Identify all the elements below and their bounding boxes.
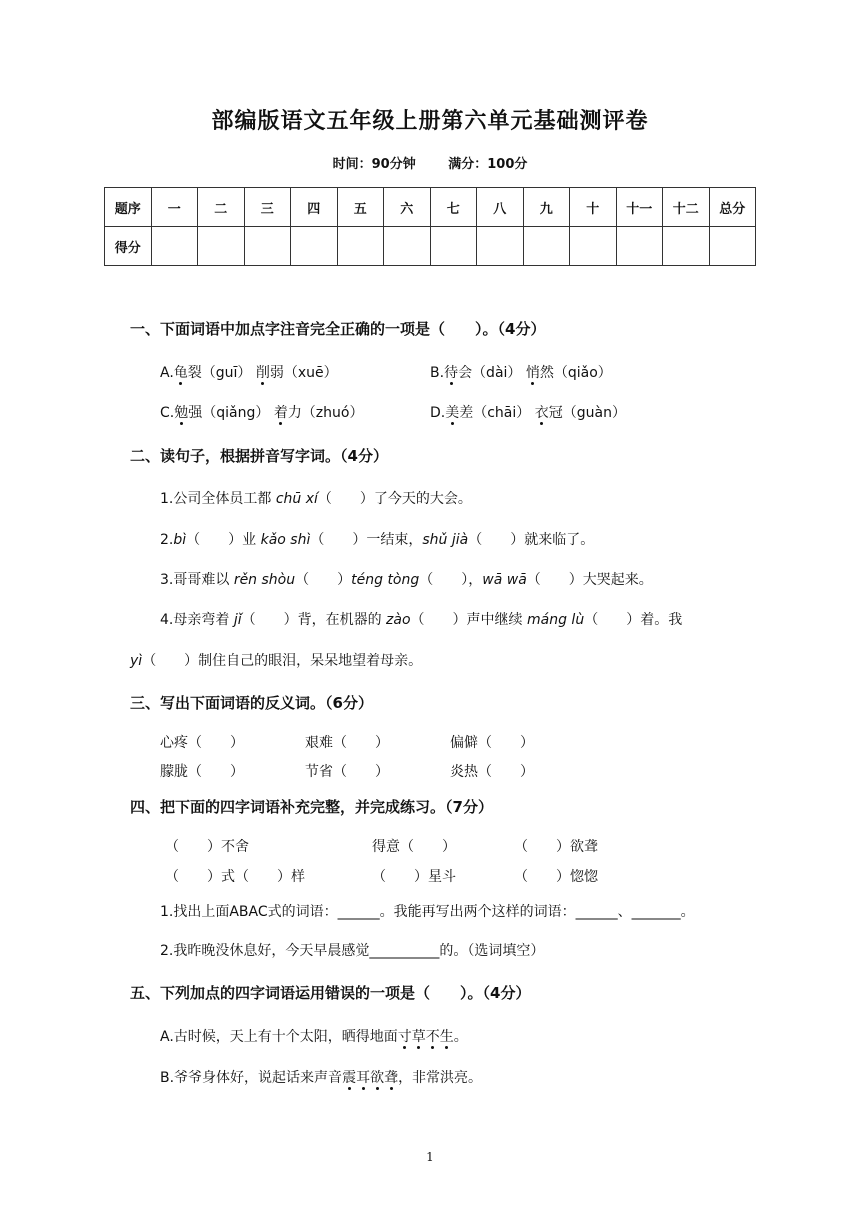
q1-option-b: B.待会（dài） 悄然（qiǎo）: [430, 365, 612, 381]
q4-item: （ ）式（ ）样: [165, 869, 305, 885]
question-2-heading: 二、读句子，根据拼音写字词。（4分）: [130, 447, 388, 465]
emphasis-char: 不: [425, 1029, 440, 1045]
emphasis-char: 震: [342, 1070, 357, 1086]
emphasis-char: 草: [411, 1029, 426, 1045]
q4-item: （ ）不舍: [165, 839, 249, 855]
header-cell: 十: [570, 188, 617, 227]
q3-item: 节省（ ）: [305, 764, 389, 780]
time-limit: 时间：90分钟: [332, 157, 416, 172]
q1-option-a: A.龟裂（guī） 削弱（xuē）: [160, 365, 338, 381]
header-cell: 八: [477, 188, 524, 227]
header-cell: 九: [523, 188, 570, 227]
q3-item: 艰难（ ）: [305, 735, 389, 751]
full-score: 满分：100分: [448, 157, 528, 172]
q1-option-d: D.美差（chāi） 衣冠（guàn）: [430, 405, 626, 421]
header-cell: 二: [198, 188, 245, 227]
page-number: 1: [426, 1150, 434, 1164]
score-cell[interactable]: [616, 227, 663, 266]
header-cell: 一: [151, 188, 198, 227]
score-cell[interactable]: [337, 227, 384, 266]
header-cell: 四: [291, 188, 338, 227]
q2-sentence-4-cont: yì（ ）制住自己的眼泪，呆呆地望着母亲。: [130, 653, 423, 669]
q3-item: 朦胧（ ）: [160, 764, 244, 780]
question-1-heading: 一、下面词语中加点字注音完全正确的一项是（ ）。（4分）: [130, 320, 546, 338]
emphasis-char: 生: [439, 1029, 454, 1045]
score-cell[interactable]: [384, 227, 431, 266]
score-table-header-row: [105, 188, 756, 227]
header-cell: 十二: [663, 188, 710, 227]
score-cell[interactable]: [570, 227, 617, 266]
emphasis-char: 寸: [397, 1029, 412, 1045]
header-cell: 五: [337, 188, 384, 227]
q4-item: （ ）惚惚: [514, 869, 598, 885]
score-cell[interactable]: [198, 227, 245, 266]
score-cell[interactable]: [151, 227, 198, 266]
score-cell[interactable]: [430, 227, 477, 266]
q2-sentence-3: 3.哥哥难以 rěn shòu（ ）téng tòng（ ），wā wā（ ）大哭起来。: [160, 572, 653, 588]
header-cell: 总分: [709, 188, 756, 227]
q2-sentence-4: 4.母亲弯着 jǐ（ ）背，在机器的 zào（ ）声中继续 máng lù（ ）着。我: [160, 612, 683, 628]
emphasis-char: 聋: [384, 1070, 399, 1086]
q3-item: 心疼（ ）: [160, 735, 244, 751]
q4-item: （ ）星斗: [372, 869, 456, 885]
q3-item: 炎热（ ）: [450, 764, 534, 780]
q5-option-b: B.爷爷身体好，说起话来声音震耳欲聋，非常洪亮。: [160, 1070, 483, 1086]
emphasis-char: 耳: [356, 1070, 371, 1086]
header-cell: 题序: [105, 188, 152, 227]
header-cell: 六: [384, 188, 431, 227]
q3-item: 偏僻（ ）: [450, 735, 534, 751]
q2-sentence-2: 2.bì（ ）业 kǎo shì（ ）一结束，shǔ jià（ ）就来临了。: [160, 532, 595, 548]
header-cell: 七: [430, 188, 477, 227]
q4-task-1: 1.找出上面ABAC式的词语：______。我能再写出两个这样的词语：______、_______。: [160, 904, 695, 920]
emphasis-char: 欲: [370, 1070, 385, 1086]
q4-item: 得意（ ）: [372, 839, 456, 855]
question-4-heading: 四、把下面的四字词语补充完整，并完成练习。（7分）: [130, 798, 493, 816]
score-cell[interactable]: [477, 227, 524, 266]
q4-item: （ ）欲聋: [514, 839, 598, 855]
row-label: 得分: [105, 227, 152, 266]
score-cell[interactable]: [663, 227, 710, 266]
q1-option-c: C.勉强（qiǎng） 着力（zhuó）: [160, 405, 364, 421]
score-cell[interactable]: [523, 227, 570, 266]
q4-task-2: 2.我昨晚没休息好，今天早晨感觉__________的。（选词填空）: [160, 943, 545, 959]
exam-info: [0, 153, 860, 172]
score-cell[interactable]: [291, 227, 338, 266]
score-cell[interactable]: [244, 227, 291, 266]
question-5-heading: 五、下列加点的四字词语运用错误的一项是（ ）。（4分）: [130, 984, 531, 1002]
score-cell[interactable]: [709, 227, 756, 266]
q2-sentence-1: 1.公司全体员工都 chū xí（ ）了今天的大会。: [160, 491, 472, 507]
page-title: 部编版语文五年级上册第六单元基础测评卷: [211, 109, 649, 134]
header-cell: 十一: [616, 188, 663, 227]
question-3-heading: 三、写出下面词语的反义词。（6分）: [130, 694, 373, 712]
score-table: [104, 187, 756, 266]
header-cell: 三: [244, 188, 291, 227]
score-table-score-row: [105, 227, 756, 266]
q5-option-a: A.古时候，天上有十个太阳，晒得地面寸草不生。: [160, 1029, 468, 1045]
